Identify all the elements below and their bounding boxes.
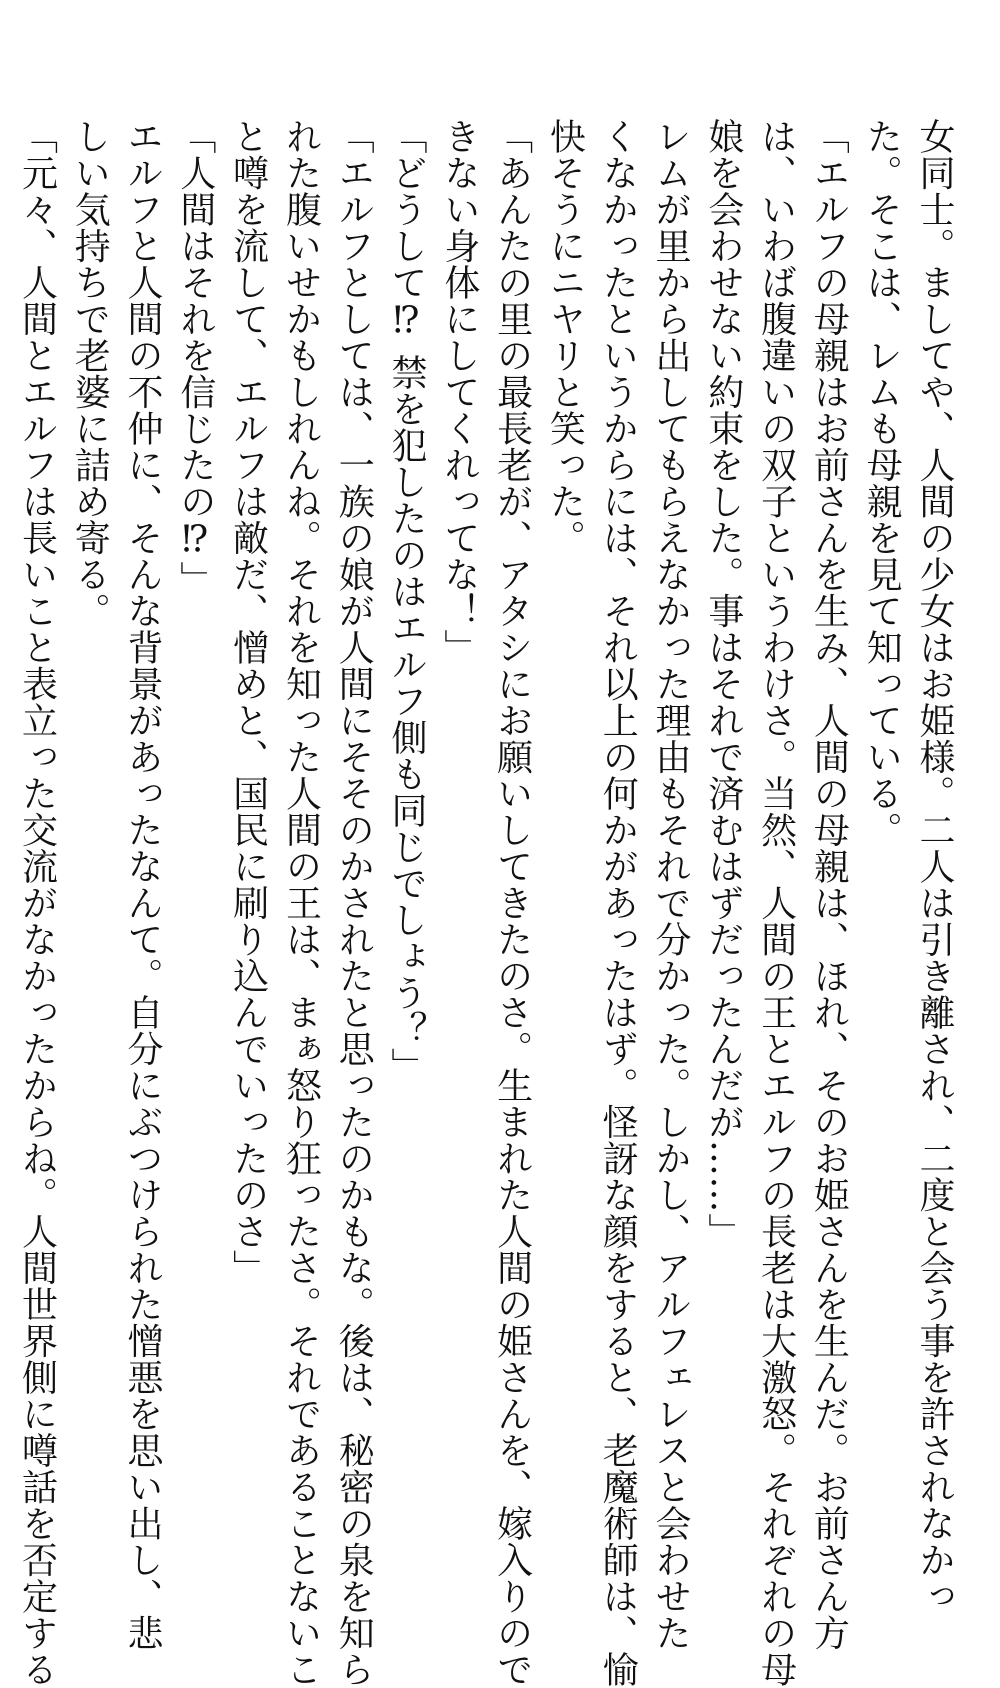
text-line: た。そこは、レムも母親を見て知っている。 [861,118,903,848]
text-line: 娘を会わせない約束をした。事はそれで済むはずだったんだが……」 [702,118,744,1250]
text-line: 「あんたの里の最長老が、アタシにお願いしてきたのさ。生まれた人間の姫さんを、嫁入りので [491,118,533,1688]
text-line: と噂を流して、エルフは敵だ、憎めと、国民に刷り込んでいったのさ」 [227,118,269,1286]
text-line: エルフと人間の不仲に、そんな背景があったなんて。自分にぶつけられた憎悪を思い出し、悲 [122,118,164,1651]
text-line: 快そうにニヤリと笑った。 [544,118,586,556]
text-line: きない身体にしてくれってな！」 [438,118,480,666]
text-line: レムが里から出してもらえなかった理由もそれで分かった。しかし、アルフェレスと会わせた [650,118,692,1651]
text-line: は、いわば腹違いの双子というわけさ。当然、人間の王とエルフの長老は大激怒。それぞれの母 [755,118,797,1688]
text-line: しい気持ちで老婆に詰め寄る。 [69,118,111,629]
text-line: 女同士。ましてや、人間の少女はお姫様。二人は引き離され、二度と会う事を許されなかっ [914,118,955,1615]
vertical-text-body [10,118,960,1688]
text-line: 「どうして⁉ 禁を犯したのはエルフ側も同じでしょう？」 [386,118,428,1084]
text-line: 「エルフとしては、一族の娘が人間にそそのかされたと思ったのかもな。後は、秘密の泉を知ら [333,118,375,1688]
text-line: 「人間はそれを信じたの⁉」 [174,118,216,598]
text-line: れた腹いせかもしれんね。それを知った人間の王は、まぁ怒り狂ったさ。それであることないこ [280,118,322,1688]
text-line: くなかったというからには、それ以上の何かがあったはず。怪訝な顔をすると、老魔術師は、愉 [597,118,639,1688]
text-line: 「元々、人間とエルフは長いこと表立った交流がなかったからね。人間世界側に噂話を否定する [16,118,58,1688]
text-line: 「エルフの母親はお前さんを生み、人間の母親は、ほれ、そのお姫さんを生んだ。お前さん方 [808,118,850,1651]
